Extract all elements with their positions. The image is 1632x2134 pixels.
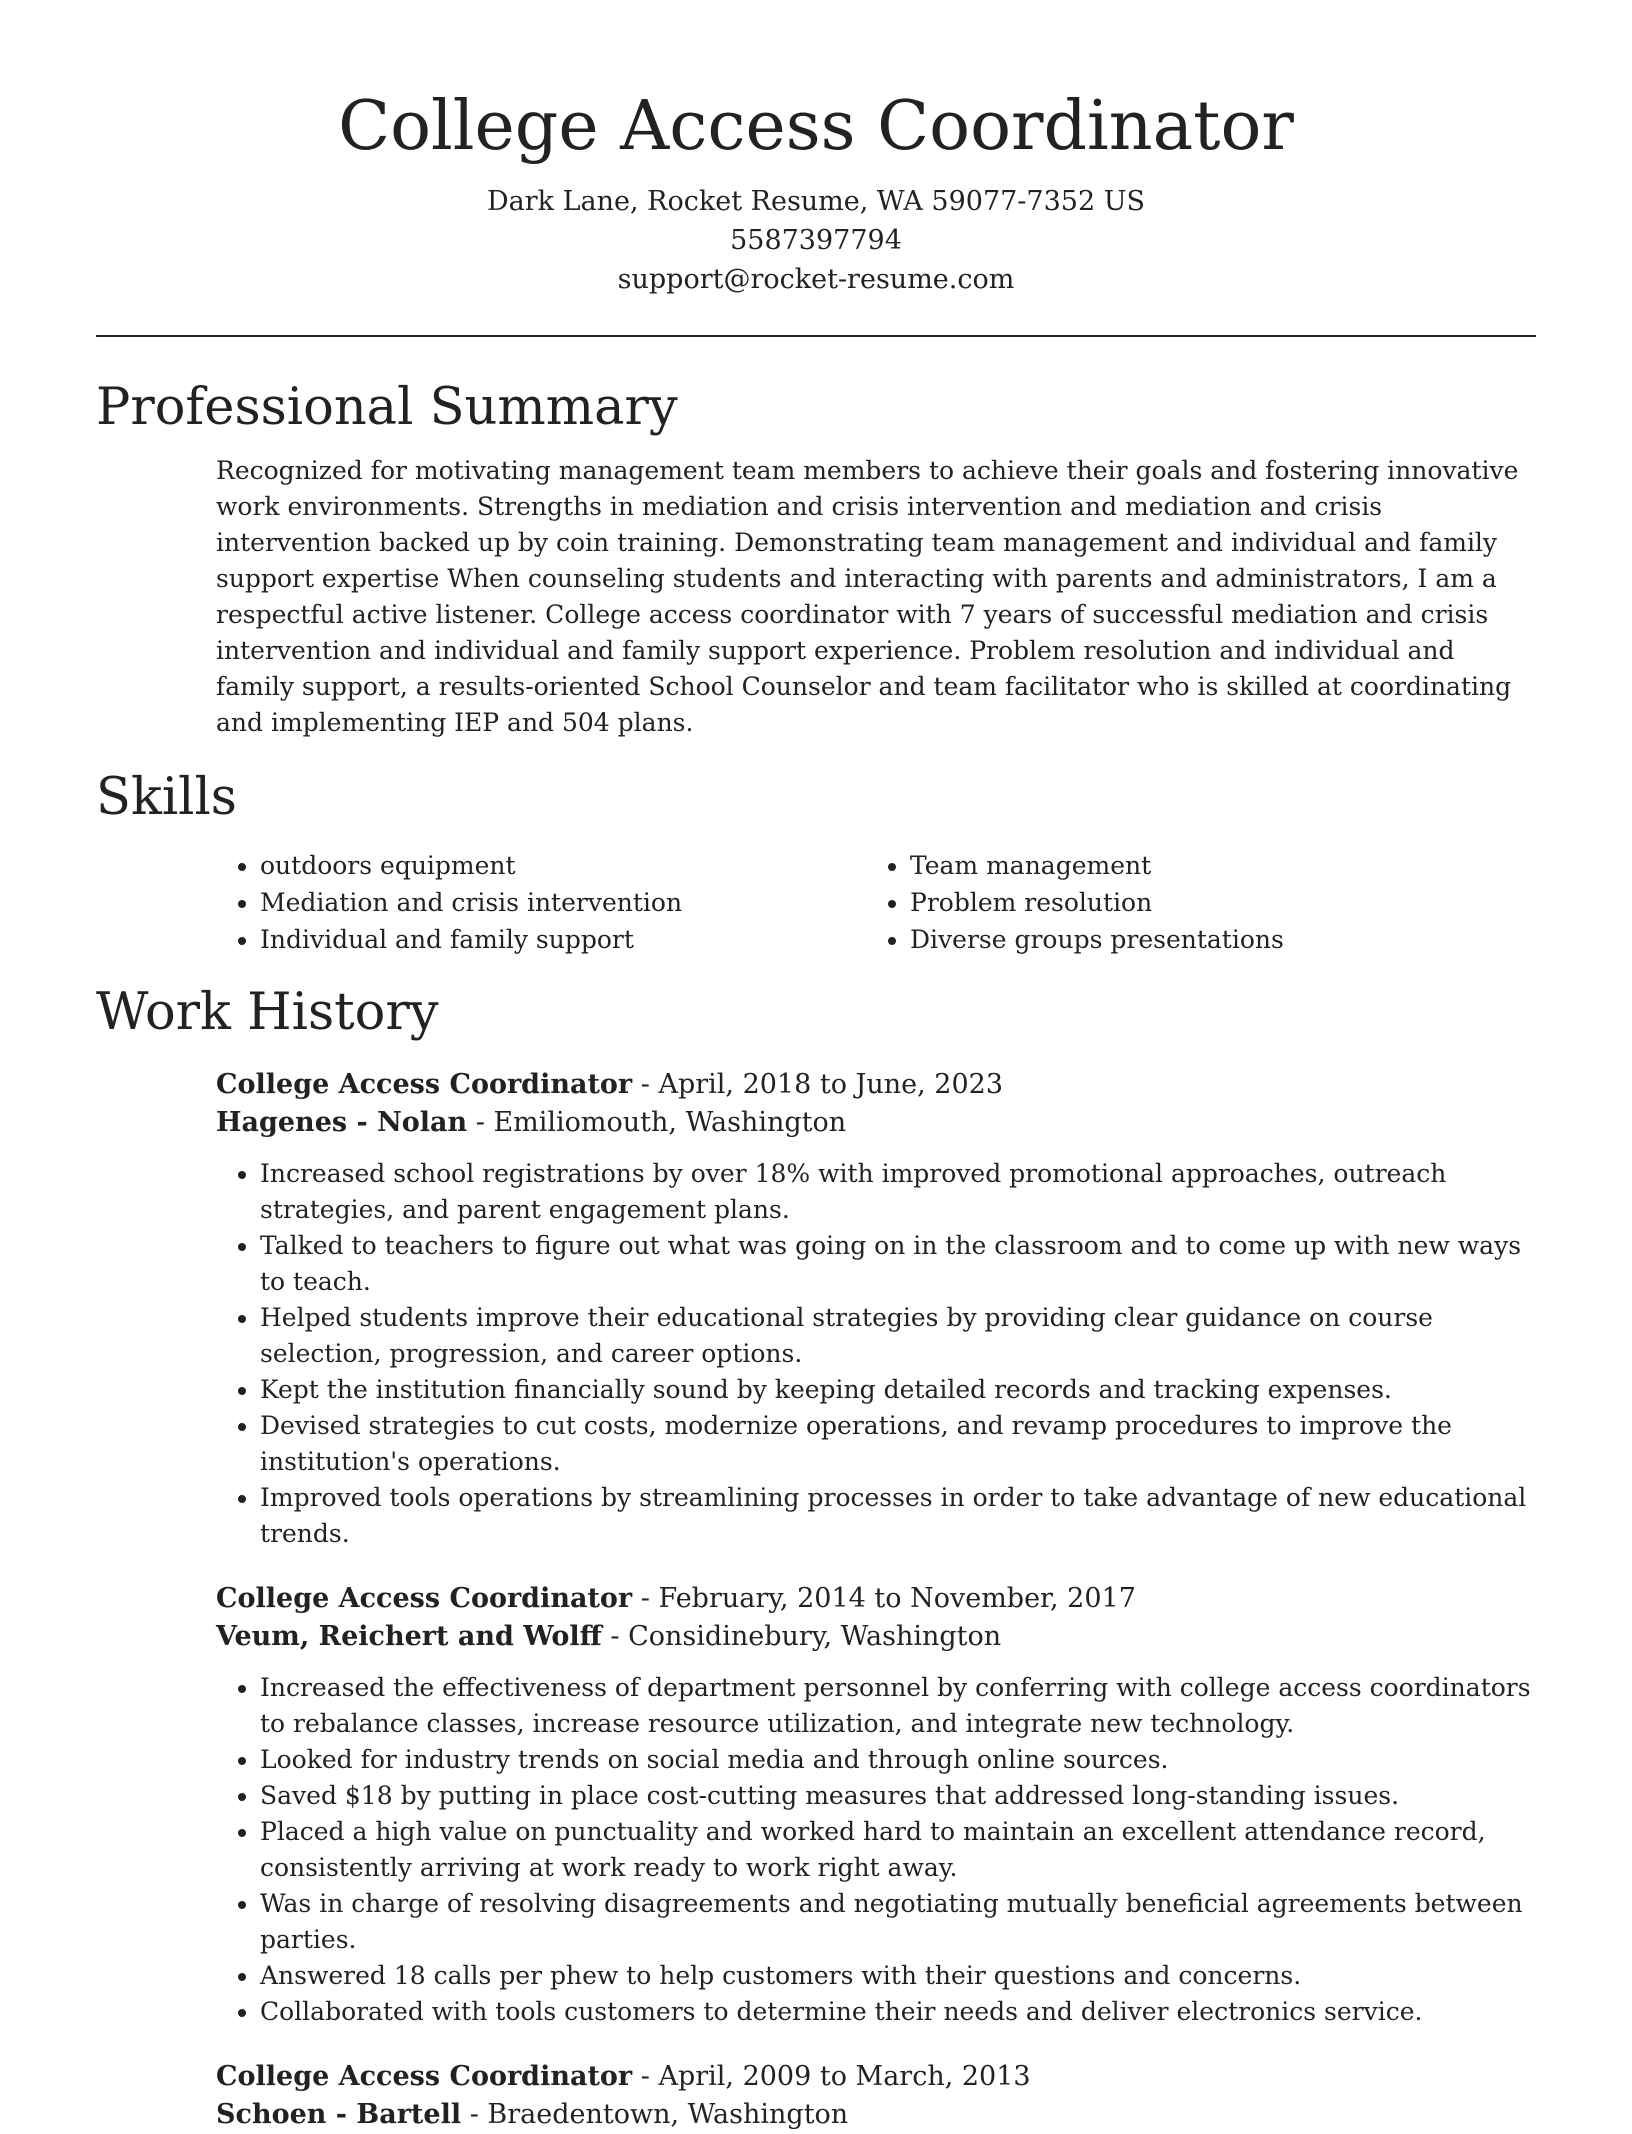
- contact-block: [96, 182, 1536, 299]
- job-title-line: [216, 2058, 1536, 2096]
- resume-page: [96, 0, 1536, 2134]
- job-location: - Considinebury, Washington: [601, 1621, 1002, 1652]
- skills-column-right: [866, 847, 1516, 958]
- summary-heading: Professional Summary: [96, 378, 678, 437]
- work-history-section: [96, 980, 1536, 2134]
- job-title: College Access Coordinator: [216, 1583, 633, 1614]
- job-company-line: [216, 2096, 1536, 2134]
- job-company: Veum, Reichert and Wolff: [216, 1621, 602, 1652]
- job-dates: - April, 2009 to March, 2013: [632, 2061, 1031, 2092]
- job-bullet: • Increased the effectiveness of department personnel by conferring with college access coordinators to rebalance classes, increase resource utilization, and integrate new technology.: [260, 1670, 1536, 1742]
- job-company-line: [216, 1104, 1536, 1142]
- work-history-body: [96, 1066, 1536, 2134]
- job-dates: - April, 2018 to June, 2023: [632, 1069, 1004, 1100]
- job-bullet: • Talked to teachers to figure out what was going on in the classroom and to come up with new ways to teach.: [260, 1228, 1536, 1300]
- skills-heading: Skills: [96, 768, 237, 827]
- skill-item: • Mediation and crisis intervention: [260, 884, 866, 921]
- job-title-line: [216, 1580, 1536, 1618]
- skill-item: • outdoors equipment: [260, 847, 866, 884]
- job-company-line: [216, 1618, 1536, 1656]
- job-title-line: [216, 1066, 1536, 1104]
- job-dates: - February, 2014 to November, 2017: [632, 1583, 1136, 1614]
- summary-body: [96, 453, 1536, 741]
- summary-text: Recognized for motivating management team members to achieve their goals and fostering innovative work environments. Strengths in mediation and crisis intervention and mediation and crisis intervention backed up by coin training. Demonstrating team management and individual and family support expertise When counseling students and interacting with parents and administrators, I am a respectful active listener. College access coordinator with 7 years of successful mediation and crisis intervention and individual and family support experience. Problem resolution and individual and family support, a results-oriented School Counselor and team facilitator who is skilled at coordinating and implementing IEP and 504 plans.: [216, 456, 1519, 737]
- resume-header: [96, 0, 1536, 299]
- job-bullet: • Collaborated with tools customers to determine their needs and deliver electronics service.: [260, 1994, 1536, 2030]
- candidate-name: College Access Coordinator: [338, 87, 1294, 166]
- job-company: Schoen - Bartell: [216, 2099, 462, 2130]
- job-bullet: • Improved tools operations by streamlining processes in order to take advantage of new educational trends.: [260, 1480, 1536, 1552]
- job-bullets: [216, 1156, 1536, 1552]
- skills-section: [96, 765, 1536, 958]
- job-title: College Access Coordinator: [216, 1069, 633, 1100]
- job-bullet: • Increased school registrations by over 18% with improved promotional approaches, outreach strategies, and parent engagement plans.: [260, 1156, 1536, 1228]
- job-entry: [216, 2058, 1536, 2134]
- skill-item: • Team management: [910, 847, 1516, 884]
- summary-section: [96, 375, 1536, 741]
- job-location: - Emiliomouth, Washington: [467, 1107, 847, 1138]
- job-location: - Braedentown, Washington: [461, 2099, 849, 2130]
- job-entry: [216, 1580, 1536, 2030]
- job-bullet: • Placed a high value on punctuality and worked hard to maintain an excellent attendance record, consistently arriving at work ready to work right away.: [260, 1814, 1536, 1886]
- job-bullet: • Answered 18 calls per phew to help customers with their questions and concerns.: [260, 1958, 1536, 1994]
- email: support@rocket-resume.com: [617, 264, 1015, 295]
- job-title: College Access Coordinator: [216, 2061, 633, 2092]
- job-company: Hagenes - Nolan: [216, 1107, 468, 1138]
- skills-grid: [216, 847, 1536, 958]
- job-bullet: • Helped students improve their educational strategies by providing clear guidance on course selection, progression, and career options.: [260, 1300, 1536, 1372]
- skill-item: • Individual and family support: [260, 921, 866, 958]
- job-bullet: • Saved $18 by putting in place cost-cutting measures that addressed long-standing issues.: [260, 1778, 1536, 1814]
- skills-column-left: [216, 847, 866, 958]
- job-bullet: • Devised strategies to cut costs, modernize operations, and revamp procedures to improve the institution's operations.: [260, 1408, 1536, 1480]
- job-entry: [216, 1066, 1536, 1552]
- address: Dark Lane, Rocket Resume, WA 59077-7352 US: [487, 186, 1145, 217]
- skill-item: • Problem resolution: [910, 884, 1516, 921]
- phone: 5587397794: [730, 225, 902, 256]
- job-bullets: [216, 1670, 1536, 2030]
- skill-item: • Diverse groups presentations: [910, 921, 1516, 958]
- job-bullet: • Was in charge of resolving disagreements and negotiating mutually beneficial agreements between parties.: [260, 1886, 1536, 1958]
- work-history-heading: Work History: [96, 983, 439, 1042]
- skills-body: [96, 847, 1536, 958]
- job-bullet: • Kept the institution financially sound by keeping detailed records and tracking expenses.: [260, 1372, 1536, 1408]
- header-divider: [96, 335, 1536, 337]
- job-bullet: • Looked for industry trends on social media and through online sources.: [260, 1742, 1536, 1778]
